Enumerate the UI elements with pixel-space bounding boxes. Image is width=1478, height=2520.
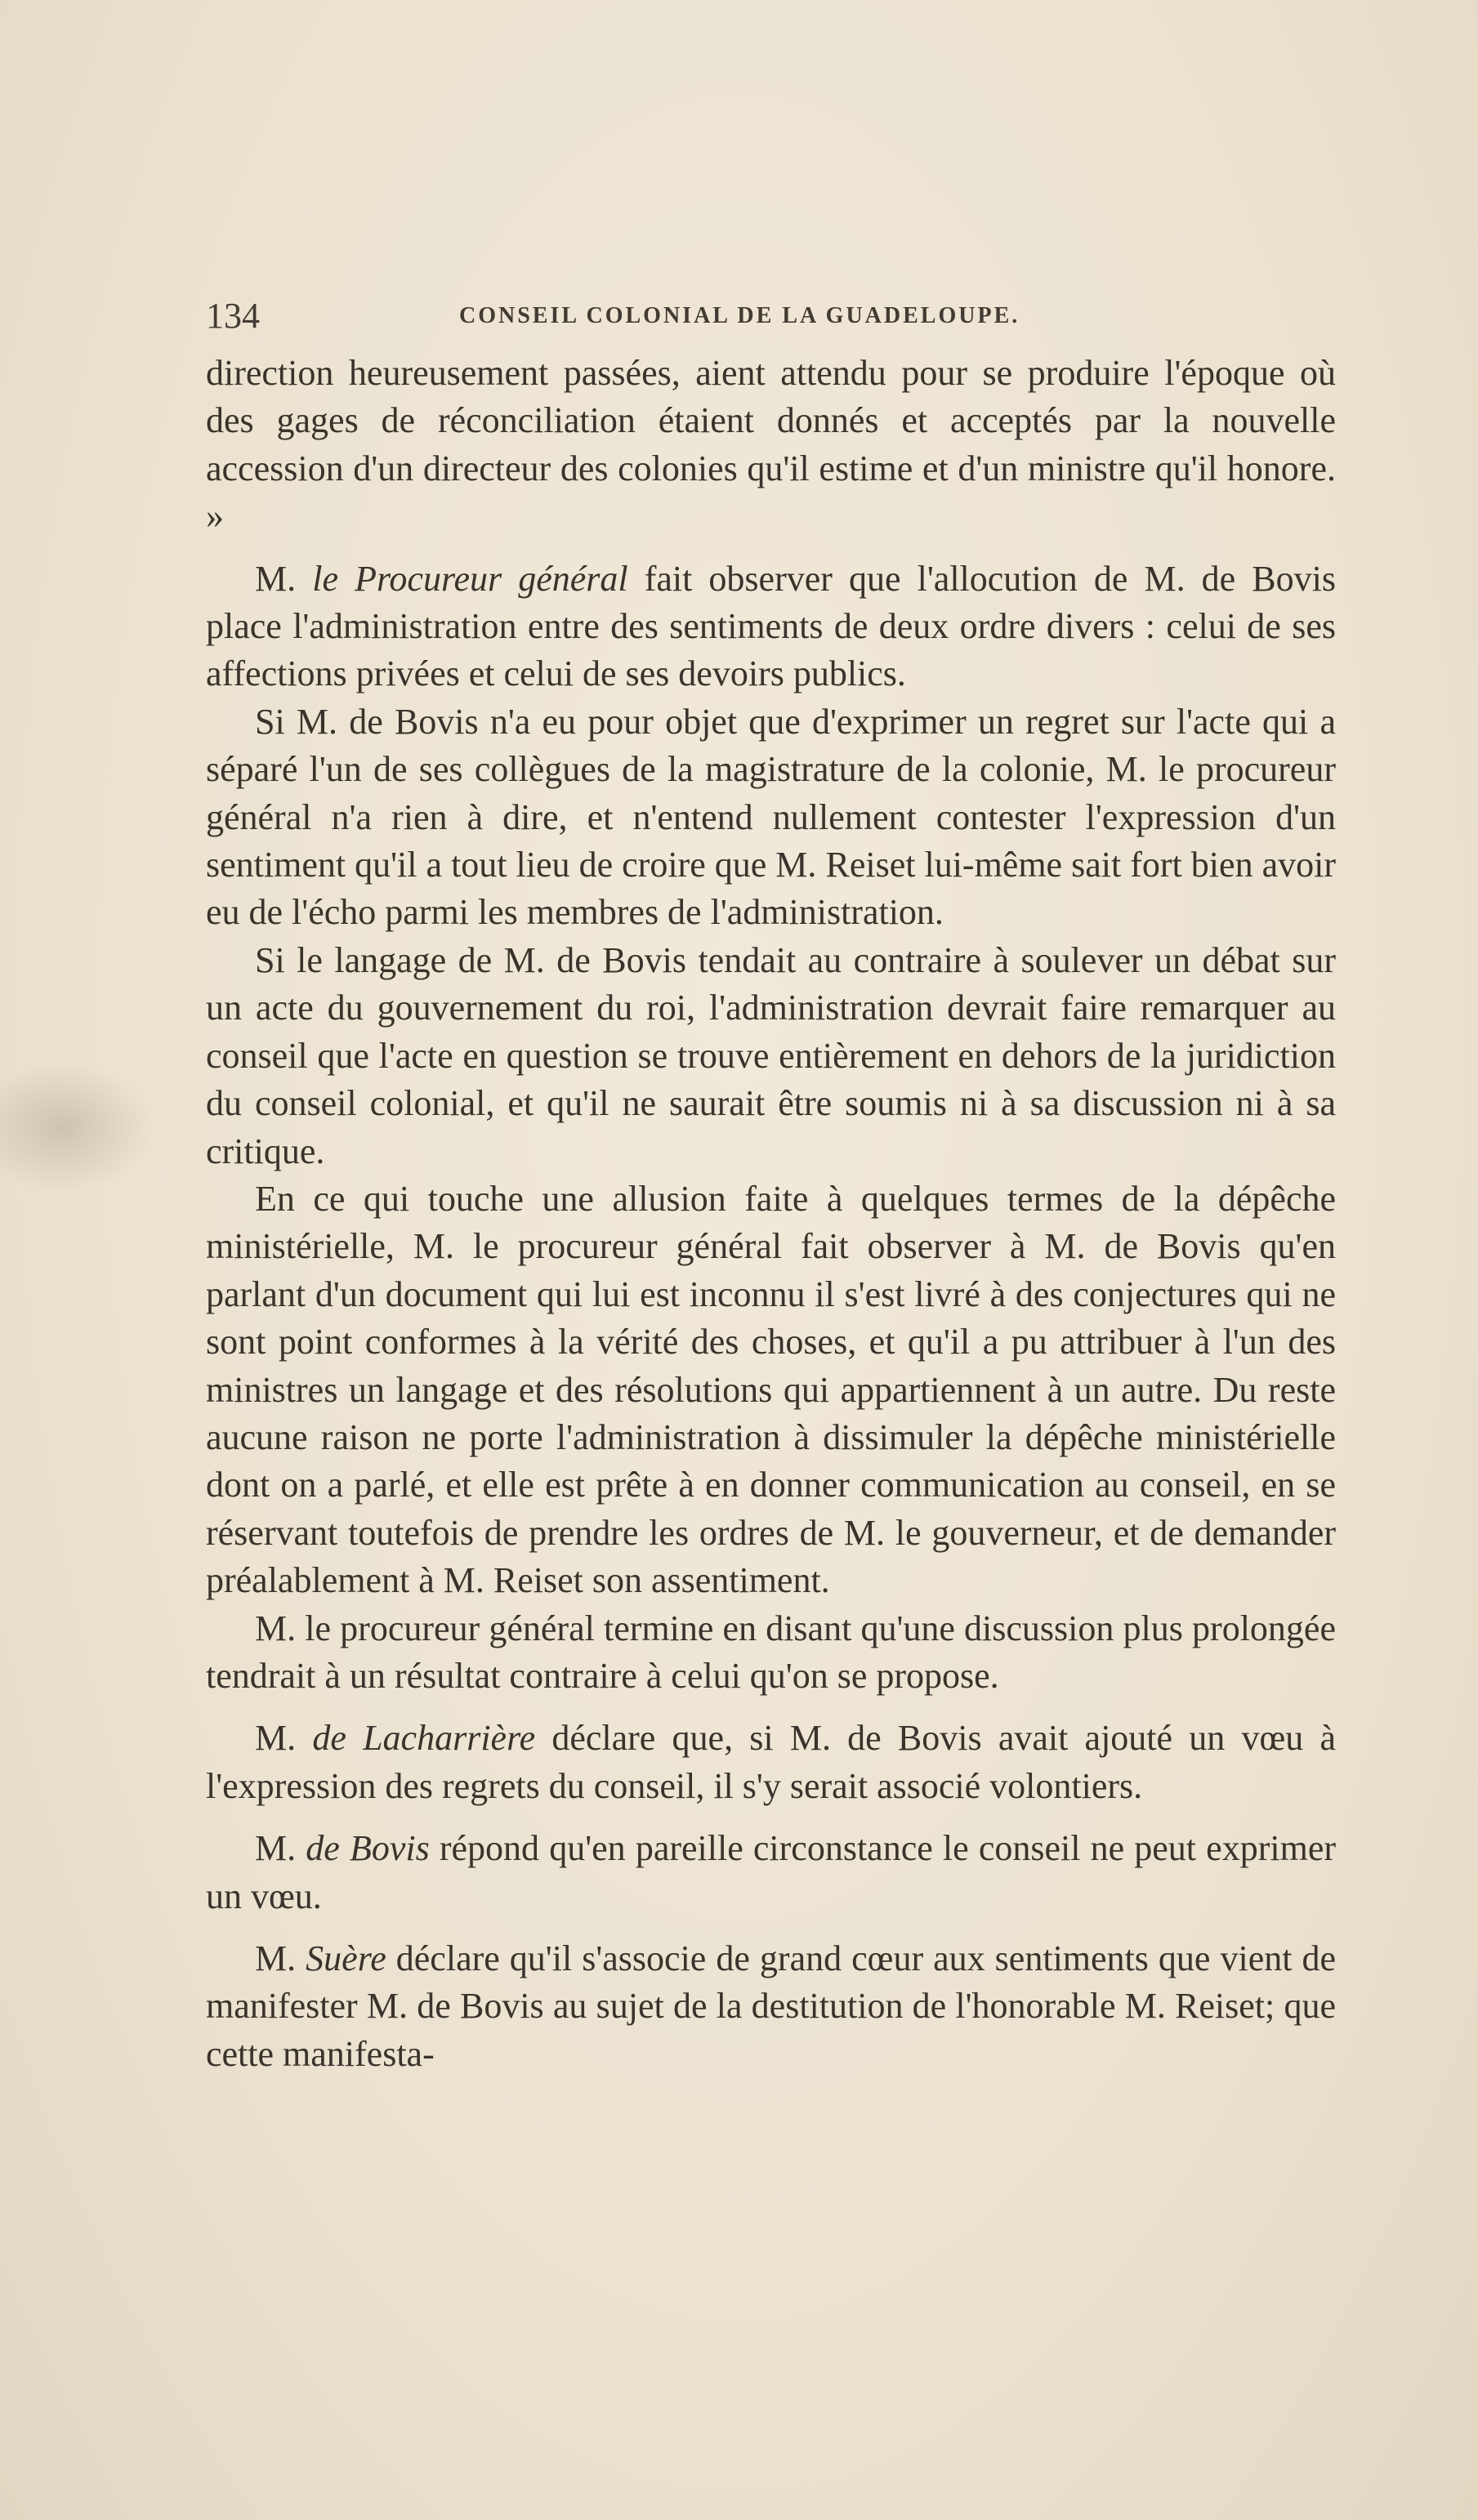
paragraph xyxy=(206,1825,1336,1920)
paragraph-text: répond qu'en pareille circonstance le conseil ne peut exprimer un vœu. xyxy=(206,1828,1336,1916)
paragraph xyxy=(206,937,1336,1175)
paragraph xyxy=(206,1605,1336,1701)
body-text xyxy=(206,350,1336,2078)
speaker-name: Suère xyxy=(306,1938,386,1978)
page-number: 134 xyxy=(206,296,260,336)
paragraph-text: fait observer que l'allocution de M. de Bovis place l'administration entre des sentiments de deux ordre divers : celui de ses affections privées et celui de ses devoirs publics. xyxy=(206,558,1336,694)
speaker-name: le Procureur général xyxy=(312,558,628,599)
speaker-title: M. xyxy=(255,558,297,599)
paragraph-text: déclare qu'il s'associe de grand cœur aux sentiments que vient de manifester M. de Bovis au sujet de la destitution de l'honorable M. Reiset; que cette manifesta- xyxy=(206,1938,1337,2074)
paper-stain xyxy=(0,1062,155,1193)
paragraph-text: Si M. de Bovis n'a eu pour objet que d'exprimer un regret sur l'acte qui a séparé l'un de ses collègues de la magistrature de la colonie, M. le procureur général n'a rien à dire, et n'entend nullement contester l'expression d'un sentiment qu'il a tout lieu de croire que M. Reiset lui-même sait fort bien avoir eu de l'écho parmi les membres de l'administration. xyxy=(206,701,1336,933)
page-header xyxy=(206,288,1350,345)
paragraph-text: Si le langage de M. de Bovis tendait au contraire à soulever un débat sur un acte du gouvernement du roi, l'administration devrait faire remarquer au conseil que l'acte en question se trouve entièrement en dehors de la juridiction du conseil colonial, et qu'il ne saurait être soumis ni à sa discussion ni à sa critique. xyxy=(206,939,1336,1171)
paragraph xyxy=(206,1935,1336,2078)
paragraph xyxy=(206,555,1336,698)
speaker-title: M. xyxy=(255,1828,297,1869)
running-head: CONSEIL COLONIAL DE LA GUADELOUPE. xyxy=(459,303,1020,328)
paragraph xyxy=(206,350,1336,541)
speaker-title: M. xyxy=(255,1938,297,1978)
paragraph xyxy=(206,1715,1336,1810)
paragraph-text: M. le procureur général termine en disant qu'une discussion plus prolongée tendrait à un résultat contraire à celui qu'on se propose. xyxy=(206,1608,1336,1696)
speaker-title: M. xyxy=(255,1718,297,1759)
speaker-name: de Bovis xyxy=(306,1828,430,1869)
speaker-name: de Lacharrière xyxy=(312,1718,536,1759)
paragraph-text: déclare que, si M. de Bovis avait ajouté un vœu à l'expression des regrets du conseil, il s'y serait associé volontiers. xyxy=(206,1718,1336,1806)
paragraph-text: En ce qui touche une allusion faite à quelques termes de la dépêche ministérielle, M. le procureur général fait observer à M. de Bovis qu'en parlant d'un document qui lui est inconnu il s'est livré à des conjectures qui ne sont point conformes à la vérité des choses, et qu'il a pu attribuer à l'un des ministres un langage et des résolutions qui appartiennent à un autre. Du reste aucune raison ne porte l'administration à dissimuler la dépêche ministérielle dont on a parlé, et elle est prête à en donner communication au conseil, en se réservant toutefois de prendre les ordres de M. le gouverneur, et de demander préalablement à M. Reiset son assentiment. xyxy=(206,1178,1336,1601)
paragraph-text: direction heureusement passées, aient attendu pour se produire l'époque où des gages de réconciliation étaient donnés et acceptés par la nouvelle accession d'un directeur des colonies qu'il estime et d'un ministre qu'il honore. » xyxy=(206,353,1336,537)
paragraph xyxy=(206,1175,1336,1605)
paragraph xyxy=(206,698,1336,937)
